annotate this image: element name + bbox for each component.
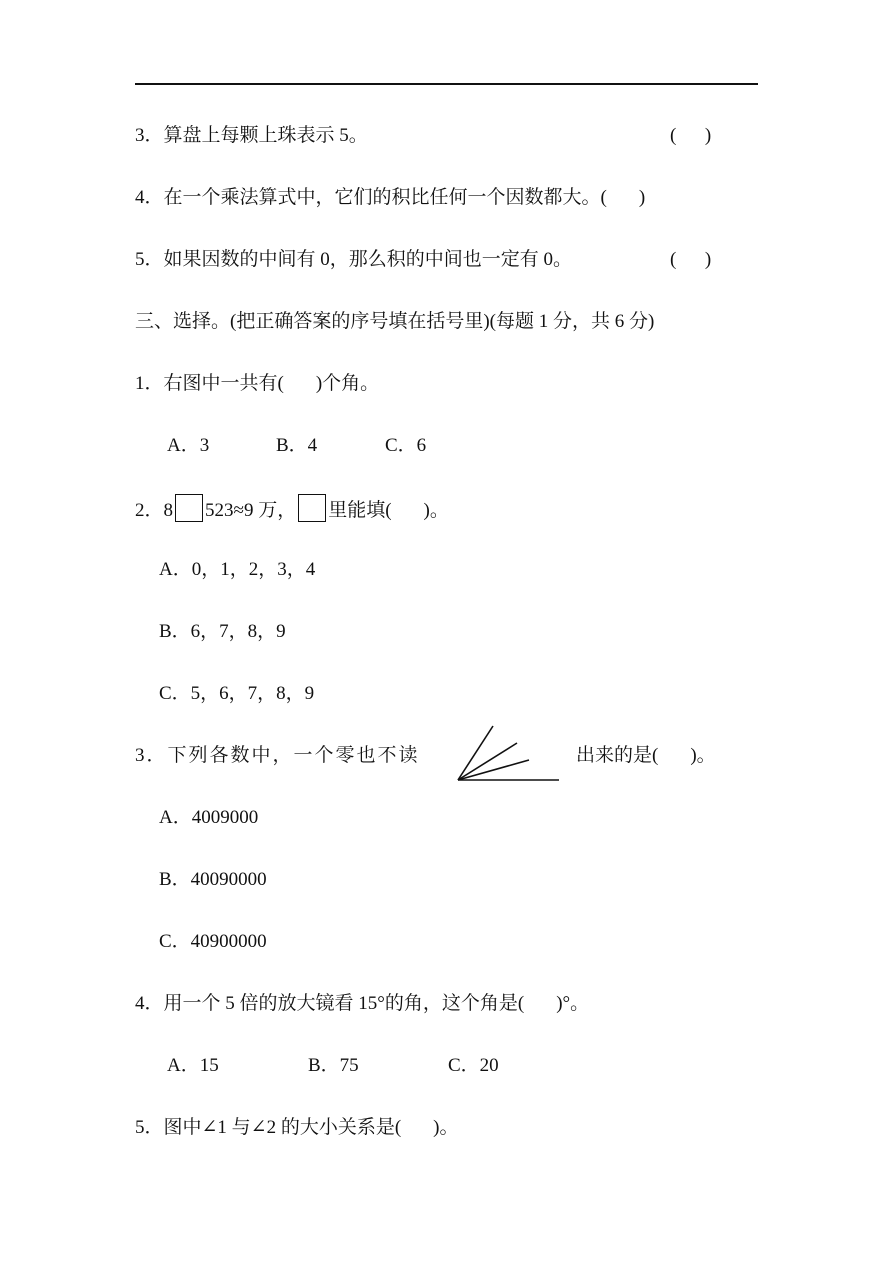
question-stem-end: )°。 bbox=[556, 993, 590, 1014]
option-b[interactable]: B．75 bbox=[308, 1055, 359, 1076]
angle-ray bbox=[458, 743, 517, 780]
option-a[interactable]: A．15 bbox=[167, 1055, 219, 1076]
question-stem-end: )个角。 bbox=[315, 373, 380, 394]
option-c[interactable]: C．40900000 bbox=[159, 931, 267, 952]
question-stem-end: )。 bbox=[690, 745, 716, 766]
item-number: 4． bbox=[135, 187, 164, 208]
bracket-close: ) bbox=[638, 187, 646, 208]
question-stem-end: )。 bbox=[423, 500, 449, 521]
option-c[interactable]: C．20 bbox=[448, 1055, 499, 1076]
question-stem-end: )。 bbox=[433, 1117, 459, 1138]
option-c[interactable]: C．6 bbox=[385, 435, 427, 456]
question-stem-mid: 出来的是( bbox=[576, 745, 659, 766]
question-stem: 1．右图中一共有( bbox=[135, 373, 284, 394]
answer-bracket[interactable]: ( ) bbox=[670, 249, 712, 270]
question-stem: 2．8 bbox=[135, 500, 174, 521]
section-title: 三、选择。(把正确答案的序号填在括号里)(每题 1 分，共 6 分) bbox=[135, 311, 655, 332]
header-rule bbox=[135, 83, 758, 85]
item-number: 5． bbox=[135, 249, 164, 270]
question-3: 3．下列各数中，一个零也不读 bbox=[135, 745, 420, 766]
angle-figure bbox=[455, 722, 563, 786]
answer-bracket[interactable]: ( ) bbox=[670, 125, 712, 146]
option-b[interactable]: B．6，7，8，9 bbox=[159, 621, 286, 642]
question-4 bbox=[135, 992, 589, 1016]
digit-box[interactable] bbox=[298, 494, 326, 522]
judgement-item-4 bbox=[135, 186, 645, 210]
digit-box[interactable] bbox=[175, 494, 203, 522]
item-number: 3． bbox=[135, 125, 164, 146]
option-a[interactable]: A．4009000 bbox=[159, 807, 259, 828]
option-c[interactable]: C．5，6，7，8，9 bbox=[159, 683, 315, 704]
question-stem-mid: 523≈9 万， bbox=[205, 500, 297, 521]
question-stem: 5．图中∠1 与∠2 的大小关系是( bbox=[135, 1117, 402, 1138]
option-b[interactable]: B．40090000 bbox=[159, 869, 267, 890]
question-5 bbox=[135, 1116, 459, 1140]
question-1 bbox=[135, 372, 379, 396]
question-stem-mid: 里能填( bbox=[328, 500, 392, 521]
judgement-item-5 bbox=[135, 248, 572, 272]
judgement-item-3 bbox=[135, 124, 368, 148]
question-3-end bbox=[576, 744, 716, 768]
item-text: 算盘上每颗上珠表示 5。 bbox=[163, 125, 368, 146]
question-stem: 4．用一个 5 倍的放大镜看 15°的角，这个角是( bbox=[135, 993, 525, 1014]
option-a[interactable]: A．0，1，2，3，4 bbox=[159, 559, 316, 580]
option-b[interactable]: B．4 bbox=[276, 435, 318, 456]
option-a[interactable]: A．3 bbox=[167, 435, 210, 456]
item-text: 如果因数的中间有 0，那么积的中间也一定有 0。 bbox=[163, 249, 573, 270]
item-text: 在一个乘法算式中，它们的积比任何一个因数都大。( bbox=[163, 187, 607, 208]
question-2 bbox=[135, 494, 449, 523]
